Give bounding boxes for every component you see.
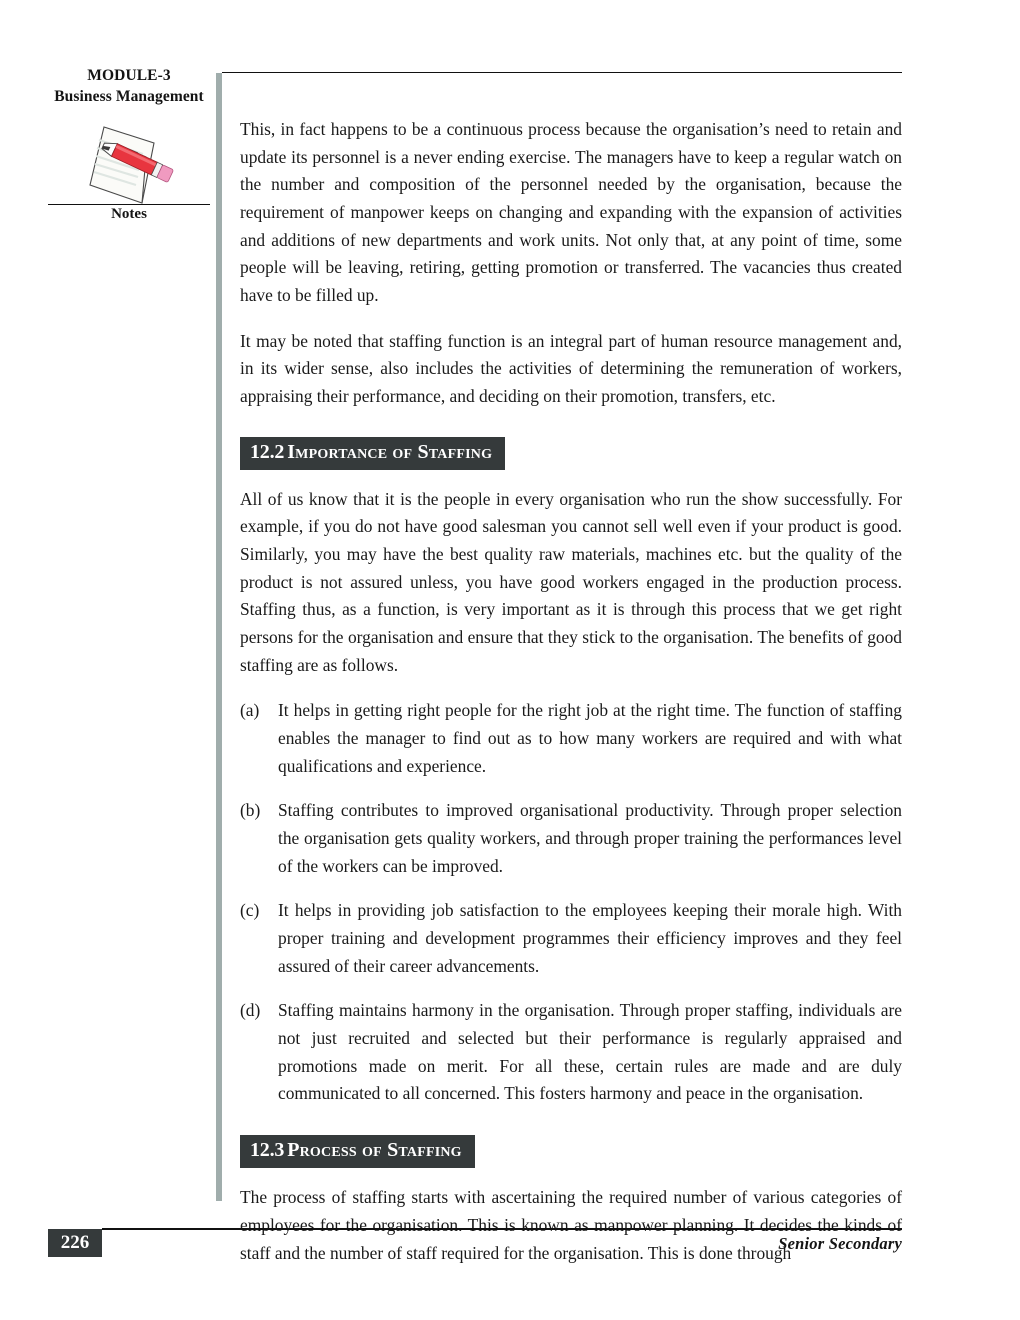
list-item-marker: (b): [240, 800, 261, 821]
section-heading-12-2: [240, 437, 505, 470]
list-item: [240, 897, 902, 980]
paragraph-3: All of us know that it is the people in every organisation who run the show successfully. For example, if you do not have good salesman you cannot sell well even if your product is good. Similarly, you may have the best quality raw materials, machines etc. but the quality of the product is not assured unless, you have good workers engaged in the production process. Staffing thus, as a function, is very important as it is through this process that we get right persons for the organisation and ensure that they stick to the organisation. The benefits of good staffing are as follows.: [240, 488, 902, 675]
paragraph-1: This, in fact happens to be a continuous process because the organisation’s need to retain and update its personnel is a never ending exercise. The managers have to keep a regular watch on the number and composition of the personnel needed by the organisation, because the requirement of manpower keeps on changing and expanding with the expansion of activities and additions of new departments and work units. Not only that, at any point of time, some people will be leaving, retiring, getting promotion or transferred. The vacancies thus created have to be filled up.: [240, 119, 902, 306]
notes-divider: [48, 204, 210, 205]
sidebar-module-block: [48, 66, 210, 209]
benefits-list: [240, 697, 902, 1108]
section-number-12-3: 12.3: [250, 1139, 285, 1162]
module-title-line2: Business Management: [54, 87, 204, 105]
main-content: [240, 116, 902, 1285]
section-heading-12-3: [240, 1135, 475, 1168]
footer-book-label: Senior Secondary: [778, 1234, 902, 1253]
paragraph-2: It may be noted that staffing function is an integral part of human resource management and, in its wider sense, also includes the activities of determining the remuneration of workers, appraising their performance, and deciding on their promotion, transfers, etc.: [240, 330, 902, 407]
section-heading-12-2-wrapper: [240, 427, 902, 486]
list-item: [240, 997, 902, 1108]
list-item-text: Staffing maintains harmony in the organisation. Through proper staffing, individuals are not just recruited and selected but their performance is regularly appraised and promotions made on merit. For all these, certain rules are made and are duly communicated to all concerned. This fosters harmony and peace in the organisation.: [278, 1000, 902, 1104]
notes-icon-container: [48, 117, 210, 209]
section-number-12-2: 12.2: [250, 440, 285, 463]
list-item-marker: (d): [240, 1000, 261, 1021]
page-number: 226: [48, 1229, 102, 1257]
list-item-marker: (a): [240, 700, 260, 721]
list-item: [240, 697, 902, 780]
footer-divider: [102, 1228, 902, 1230]
paragraph-4: The process of staffing starts with ascertaining the required number of various categories of employees for the organisation. This is known as manpower planning. It decides the kinds of staff and the number of staff required for the organisation. This is done through: [240, 1187, 902, 1263]
list-item-text: Staffing contributes to improved organisational productivity. Through proper selection the organisation gets quality workers, and through proper training the performances level of the workers can be improved.: [278, 800, 902, 876]
module-title-line1: MODULE-3: [87, 67, 171, 84]
section-title-12-3: Process of Staffing: [287, 1139, 462, 1162]
list-item-text: It helps in providing job satisfaction to the employees keeping their morale high. With proper training and development programmes their efficiency improves and they feel assured of their career advancements.: [278, 900, 902, 976]
section-title-12-2: Importance of Staffing: [287, 440, 493, 463]
module-title: [48, 66, 210, 107]
list-item-marker: (c): [240, 900, 260, 921]
content-vertical-bar: [216, 73, 222, 1201]
section-heading-12-3-wrapper: [240, 1125, 902, 1184]
notes-label: Notes: [111, 206, 147, 222]
notes-pencil-icon: [74, 117, 184, 209]
list-item: [240, 797, 902, 880]
top-horizontal-rule: [222, 72, 902, 73]
list-item-text: It helps in getting right people for the right job at the right time. The function of staffing enables the manager to find out as to how many workers are required and with what qualifications and experience.: [278, 700, 902, 776]
